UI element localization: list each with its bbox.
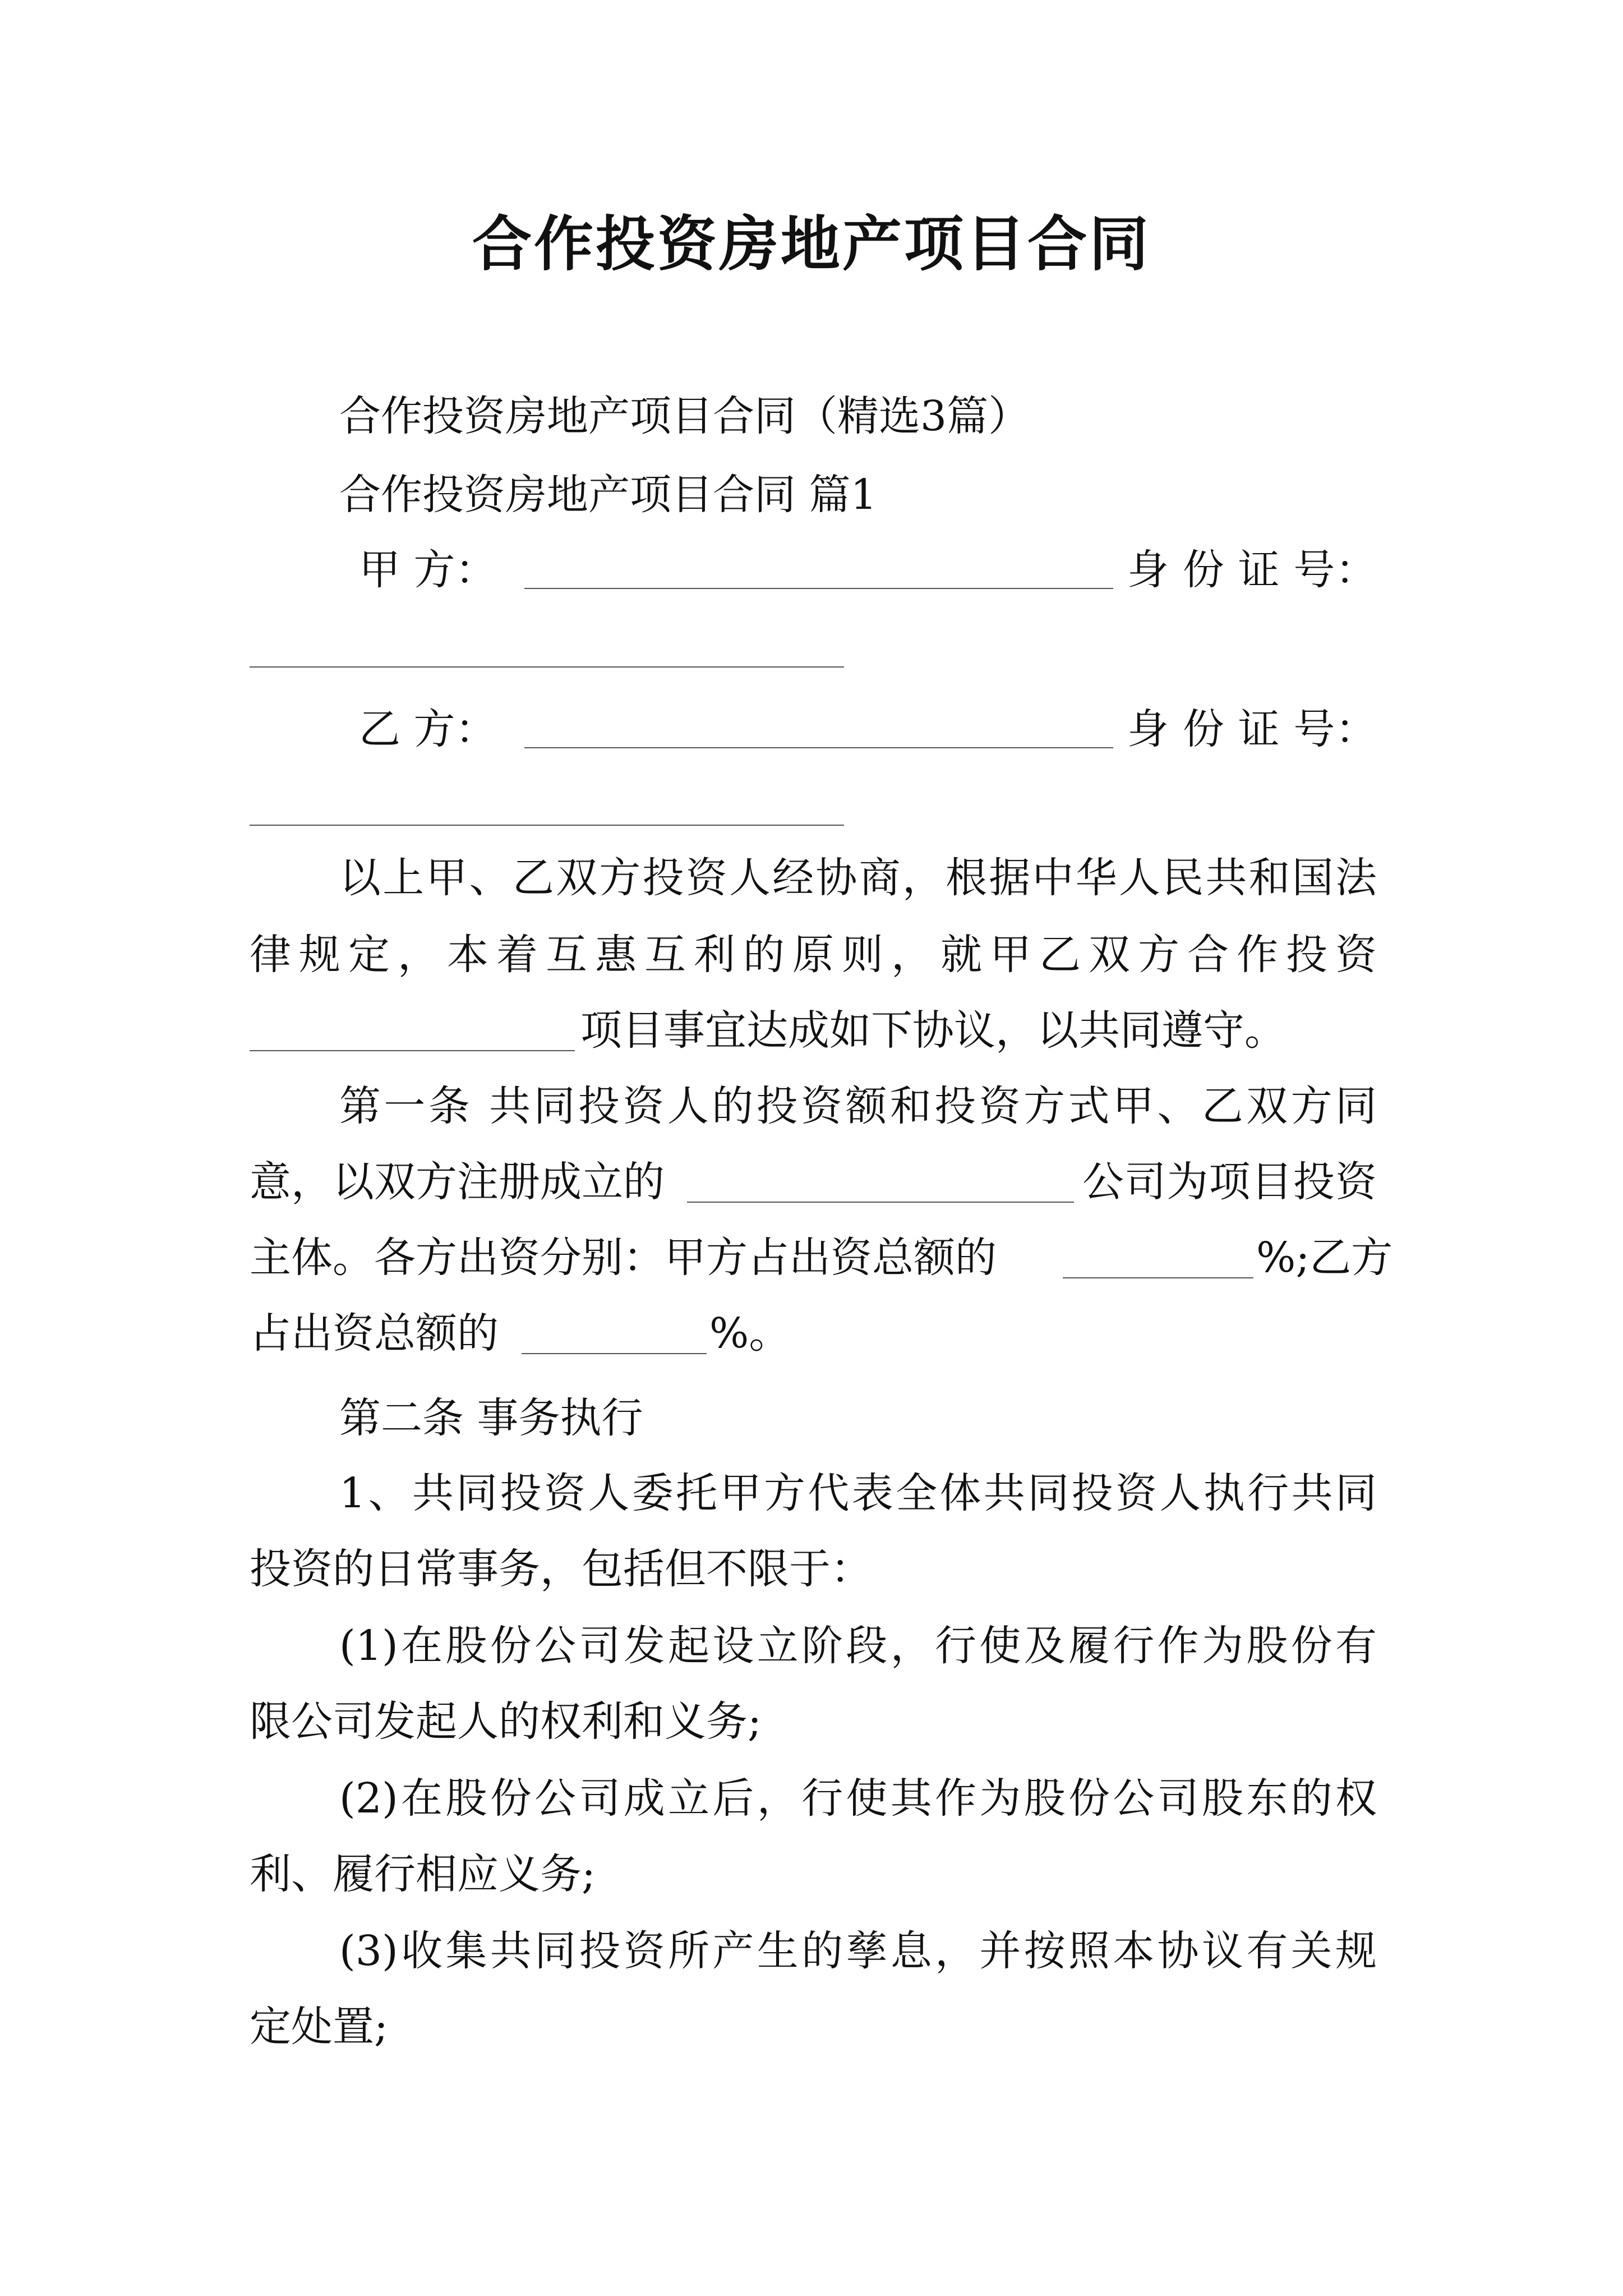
article1-line-4-head: 占出资总额的 bbox=[250, 1309, 499, 1358]
party-a-id-label: 身 份 证 号： bbox=[1127, 546, 1377, 594]
party-b-percent-blank[interactable] bbox=[522, 1353, 707, 1354]
party-a-label: 甲 方： bbox=[359, 546, 497, 594]
article2-item3-line-1: (3)收集共同投资所产生的孳息，并按照本协议有关规 bbox=[339, 1927, 1377, 1975]
party-b-id-blank[interactable] bbox=[250, 825, 844, 826]
article1-line-2-head: 意，以双方注册成立的 bbox=[250, 1158, 665, 1206]
article2-p1-line-2: 投资的日常事务，包括但不限于： bbox=[250, 1545, 872, 1593]
preamble-line-3: 项目事宜达成如下协议，以共同遵守。 bbox=[580, 1006, 1286, 1055]
document-title: 合作投资房地产项目合同 bbox=[472, 209, 1151, 279]
party-b-label: 乙 方： bbox=[359, 705, 497, 753]
article2-item1-line-1: (1)在股份公司发起设立阶段，行使及履行作为股份有 bbox=[339, 1622, 1377, 1670]
article2-item2-line-2: 利、履行相应义务; bbox=[250, 1850, 596, 1898]
party-b-name-blank[interactable] bbox=[524, 747, 1113, 748]
section-heading: 合作投资房地产项目合同 篇1 bbox=[339, 471, 877, 519]
preamble-line-2: 律规定，本着互惠互利的原则，就甲乙双方合作投资 bbox=[250, 931, 1377, 979]
article2-item3-line-2: 定处置; bbox=[250, 2003, 388, 2051]
article2-p1-line-1: 1、共同投资人委托甲方代表全体共同投资人执行共同 bbox=[339, 1469, 1377, 1517]
party-a-name-blank[interactable] bbox=[524, 588, 1113, 589]
article1-line-3-tail: %;乙方 bbox=[1256, 1234, 1393, 1282]
company-name-blank[interactable] bbox=[687, 1202, 1074, 1203]
subtitle: 合作投资房地产项目合同（精选3篇） bbox=[339, 392, 1030, 440]
party-a-percent-blank[interactable] bbox=[1063, 1277, 1253, 1278]
article1-line-4-tail: %。 bbox=[709, 1309, 791, 1358]
article2-item2-line-1: (2)在股份公司成立后，行使其作为股份公司股东的权 bbox=[339, 1774, 1377, 1823]
party-a-id-blank[interactable] bbox=[250, 666, 844, 668]
article1-line-1: 第一条 共同投资人的投资额和投资方式甲、乙双方同 bbox=[339, 1082, 1377, 1130]
article1-line-3-head: 主体。各方出资分别：甲方占出资总额的 bbox=[250, 1234, 997, 1282]
project-name-blank[interactable] bbox=[250, 1050, 575, 1051]
party-b-id-label: 身 份 证 号： bbox=[1127, 705, 1377, 753]
article1-line-2-tail: 公司为项目投资 bbox=[1082, 1158, 1377, 1206]
article2-heading: 第二条 事务执行 bbox=[339, 1394, 643, 1442]
article2-item1-line-2: 限公司发起人的权利和义务; bbox=[250, 1697, 762, 1746]
preamble-line-1: 以上甲、乙双方投资人经协商，根据中华人民共和国法 bbox=[339, 854, 1377, 902]
